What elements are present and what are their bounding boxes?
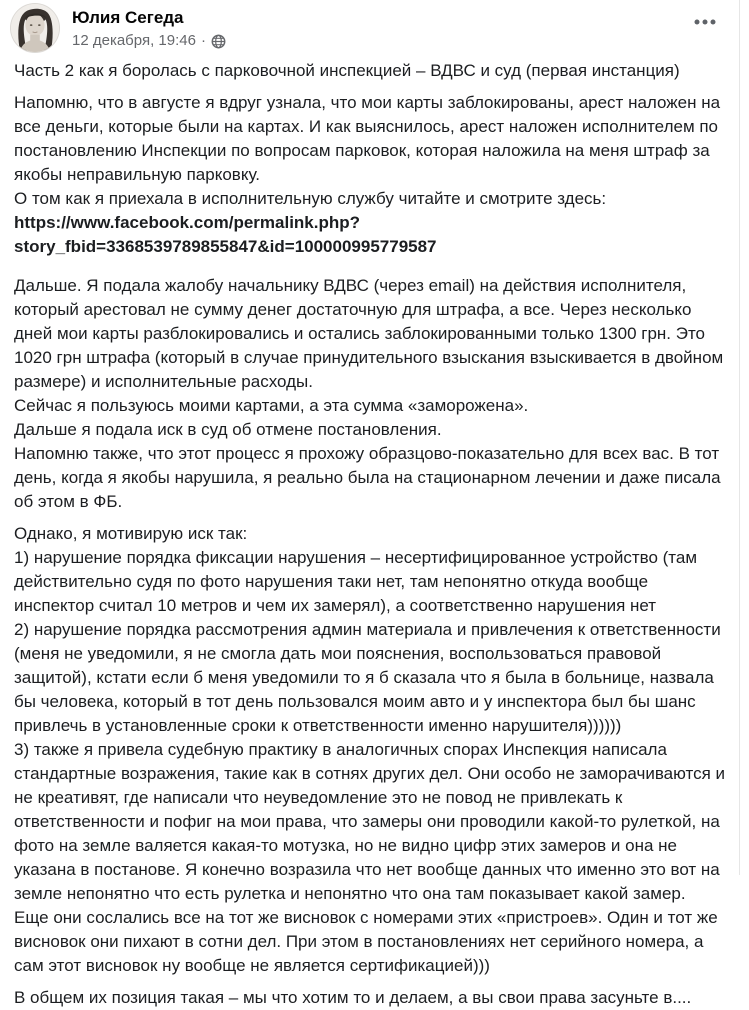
post-title: Часть 2 как я боролась с парковочной инспекцией – ВДВС и суд (первая инстанция) [14,61,680,80]
post-paragraph-point1: 1) нарушение порядка фиксации нарушения – несертифицированное устройство (там действительно судя по фото нарушения таки нет, там непонятно откуда вообще инспектор считал 10 метров и чем их замерял), а соответственно нарушения нет [14,548,698,615]
post-timestamp[interactable]: 12 декабря, 19:46 [72,32,196,49]
post-header [0,0,749,53]
post-meta-row [72,31,226,51]
post-options-button[interactable] [691,12,719,32]
avatar-portrait-image [11,4,59,52]
post-paragraph-blocked: Напомню, что в августе я вдруг узнала, что мои карты заблокированы, арест наложен на все деньги, которые были на картах. И как выяснилось, арест наложен исполнителем по постановлению Инспекции по вопросам парковок, которая наложила на меня штраф за якобы неправильную парковку. [14,93,721,184]
post-paragraph-point3: 3) также я привела судебную практику в аналогичных спорах Инспекция написала стандартные возражения, такие как в сотнях других дел. Они особо не заморачиваются и не креативят, где написали что неуведомление это не повод не привлекать к ответственности и пофиг на мои права, что замеры они проводили какой-то рулеткой, на фото на земле валяется какая-то мотузка, но не видно цифр этих замеров и она не указана в постанове. Я конечно возразила что нет вообще данных что именно это вот на земле непонятно что есть рулетка и непонятно что она там показывает какой замер. [14,740,726,903]
post-paragraph-frozen: Сейчас я пользуюсь моими картами, а эта сумма «заморожена». [14,396,529,415]
ellipsis-icon [694,19,716,25]
post-paragraph-point2: 2) нарушение порядка рассмотрения админ материала и привлечения к ответственности (меня не уведомили, я не смогла дать мои пояснения, воспользоваться правовой защитой), кстати если б меня уведомили то я б сказала что я была в больнице, назвала бы человека, который в тот день пользовался моим авто и у инспектора был бы шанс привлечь в установленные сроки к ответственности именно нарушителя)))))) [14,620,721,735]
post-paragraph-vysnovok: Еще они сослались все на тот же висновок с номерами этих «пристроев». Один и тот же висновок они пихают в сотни дел. При этом в постановлениях нет серийного номера, а сам этот висновок ну вообще не является сертификацией))) [14,908,718,975]
post-paragraph-conclusion: В общем их позиция такая – мы что хотим то и делаем, а вы свои права засуньте в.... [14,988,692,1007]
post-permalink[interactable] [14,211,725,259]
post-paragraph-see-here: О том как я приехала в исполнительную службу читайте и смотрите здесь: [14,189,607,208]
post-paragraph-motivation: Однако, я мотивирую иск так: [14,524,248,543]
post-paragraph-complaint: Дальше. Я подала жалобу начальнику ВДВС (через email) на действия исполнителя, который арестовал не сумму денег достаточную для штрафа, а все. Через несколько дней мои карты разблокировались и остались заблокированными только 1300 грн. Это 1020 грн штрафа (который в случае принудительного взыскания взыскивается в двойном размере) и исполнительные расходы. [14,276,724,391]
post-permalink-line1: https://www.facebook.com/permalink.php? [14,213,361,232]
card-right-border [739,0,740,875]
post-permalink-line2: story_fbid=3368539789855847&id=100000995779587 [14,237,437,256]
globe-icon [211,34,226,49]
header-text-block [72,3,226,51]
avatar[interactable] [10,3,60,53]
meta-separator: · [200,32,206,49]
author-name-link[interactable]: Юлия Сегеда [72,8,184,27]
post-paragraph-reminder: Напомню также, что этот процесс я прохожу образцово-показательно для всех вас. В тот день, когда я якобы нарушила, я реально была на стационарном лечении и даже писала об этом в ФБ. [14,444,721,511]
post-paragraph-lawsuit: Дальше я подала иск в суд об отмене постановления. [14,420,442,439]
post-body [0,53,737,1010]
